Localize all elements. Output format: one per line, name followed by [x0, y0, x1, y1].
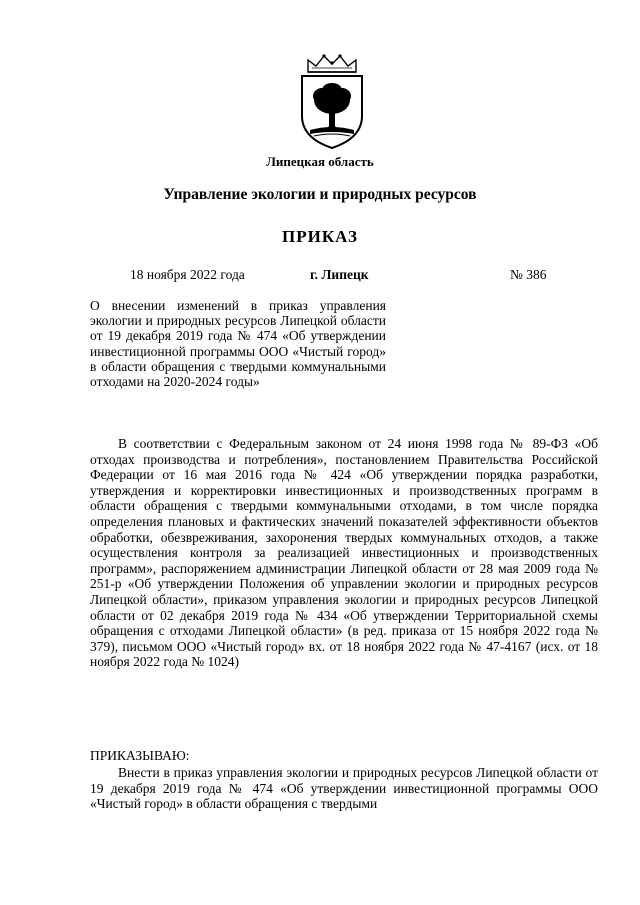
order-number: № 386: [510, 267, 547, 282]
order-directive: ПРИКАЗЫВАЮ:: [90, 748, 190, 763]
order-city: г. Липецк: [310, 267, 369, 282]
order-paragraph: Внести в приказ управления экологии и природных ресурсов Липецкой области от 19 декабря 2019 года № 474 «Об утверждении инвестиционной программы ООО «Чистый город» в области обращения с твердыми: [90, 765, 598, 812]
document-type: ПРИКАЗ: [282, 227, 358, 246]
coat-of-arms-icon: [296, 52, 368, 150]
preamble-paragraph: В соответствии с Федеральным законом от 24 июня 1998 года № 89-ФЗ «Об отходах производства и потребления», постановлением Правительства Российской Федерации от 16 мая 2016 года № 424 «Об утверждении порядка разработки, утверждения и корректировки инвестиционных и производственных программ в области обращения с твердыми коммунальными отходами, в том числе порядка определения плановых и фактических значений показателей эффективности объектов обработки, обезвреживания, захоронения твердых коммунальных отходов, а также осуществления контроля за реализацией инвестиционных и производственных программ», распоряжением администрации Липецкой области от 28 мая 2009 года № 251-р «Об утверждении Положения об управлении экологии и природных ресурсов Липецкой области», приказом управления экологии и природных ресурсов Липецкой области от 02 декабря 2019 года № 434 «Об утверждении Территориальной схемы обращения с отходами Липецкой области» (в ред. приказа от 15 ноября 2022 года № 379), письмом ООО «Чистый город» вх. от 18 ноября 2022 года № 47-4167 (исх. от 18 ноября 2022 года № 1024): [90, 436, 598, 670]
order-subject: О внесении изменений в приказ управления экологии и природных ресурсов Липецкой области от 19 декабря 2019 года № 474 «Об утверждении инвестиционной программы ООО «Чистый город» в области обращения с твердыми коммунальными отходами на 2020-2024 годы»: [90, 298, 386, 390]
order-date: 18 ноября 2022 года: [130, 267, 245, 282]
region-title: Липецкая область: [266, 154, 374, 169]
department-title: Управление экологии и природных ресурсов: [163, 186, 477, 203]
